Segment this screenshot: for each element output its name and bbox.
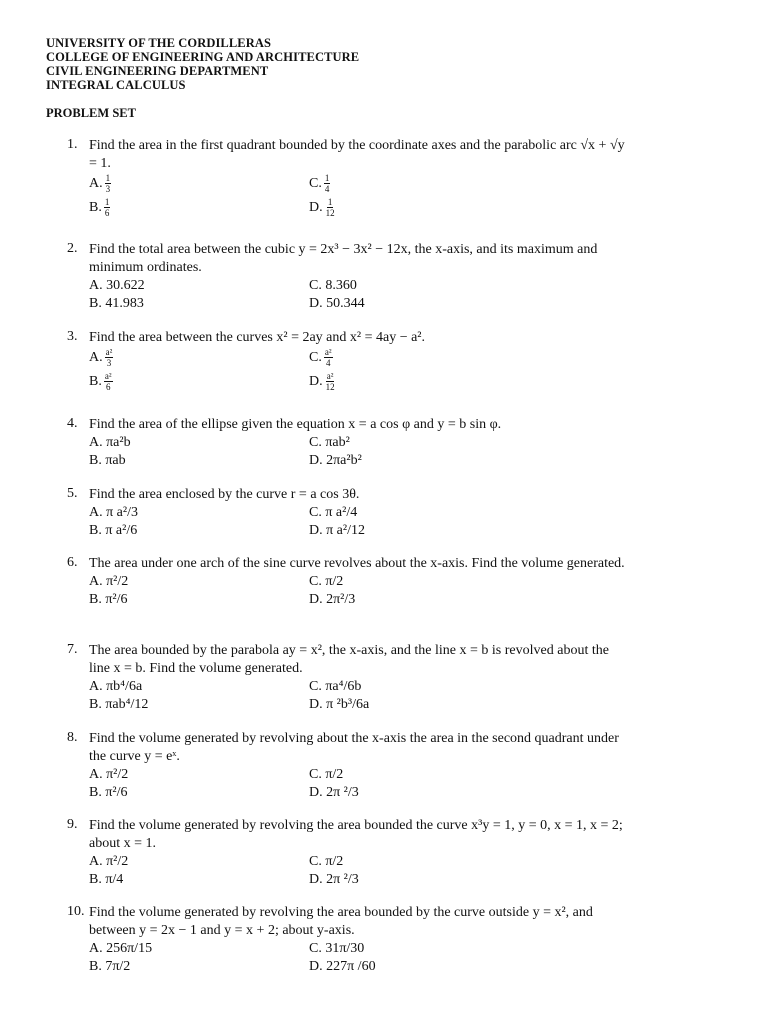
choice-d: D. $\frac{\text{a²}}{12}$ (309, 371, 335, 392)
choice-c: C. πa⁴/6b (309, 679, 362, 694)
choice-b: B. πab⁴/12 (89, 697, 149, 712)
choice-b: B. $\frac{1}{6}$ (89, 197, 110, 218)
problem-text: The area under one arch of the sine curve revolves about the x-axis. Find the volume generated. (89, 556, 625, 571)
problem-text: The area bounded by the parabola ay = x², the x-axis, and the line x = b is revolved about the line x = b. Find the volume generated. (89, 643, 609, 676)
choice-a: A. $\frac{\text{a²}}{3}$ (89, 347, 113, 368)
choice-c: C. π/2 (309, 854, 344, 869)
problem-text: Find the total area between the cubic y = 2x³ − 3x² − 12x, the x-axis, and its maximum and minimum ordinates. (89, 242, 598, 275)
choice-a: A. 30.622 (89, 278, 145, 293)
choice-c: C. π/2 (309, 767, 344, 782)
choice-b: B. π²/6 (89, 785, 128, 800)
choice-c: C. π/2 (309, 574, 344, 589)
problem-4 (67, 416, 627, 470)
header-department: CIVIL ENGINEERING DEPARTMENT (46, 64, 269, 78)
choice-d: D. 2π ²/3 (309, 785, 359, 800)
choice-a: A. 256π/15 (89, 941, 153, 956)
problem-number: 5. (67, 486, 78, 501)
problem-10 (67, 904, 627, 976)
choice-d: D. π ²b³/6a (309, 697, 370, 712)
choice-b: B. π²/6 (89, 592, 128, 607)
problem-2 (67, 241, 627, 313)
problem-text: Find the volume generated by revolving the area bounded the curve x³y = 1, y = 0, x = 1, x = 2; about x = 1. (89, 818, 623, 851)
choice-d: D. 50.344 (309, 296, 365, 311)
problem-text: Find the volume generated by revolving about the x-axis the area in the second quadrant under the curve y = eˣ. (89, 731, 619, 764)
choice-c: C. 31π/30 (309, 941, 365, 956)
problem-number: 10. (67, 904, 85, 919)
problem-text: Find the volume generated by revolving the area bounded by the curve outside y = x², and between y = 2x − 1 and y = x + 2; about y-axis. (89, 905, 593, 938)
problem-number: 9. (67, 817, 78, 832)
problem-text: Find the area of the ellipse given the equation x = a cos φ and y = b sin φ. (89, 417, 502, 432)
choice-list (89, 940, 627, 976)
choice-a: A. πb⁴/6a (89, 679, 143, 694)
problem-number: 7. (67, 642, 78, 657)
choice-d: D. 2π²/3 (309, 592, 356, 607)
choice-list (89, 434, 627, 470)
choice-b: B. π/4 (89, 872, 124, 887)
problem-number: 4. (67, 416, 78, 431)
choice-list (89, 277, 627, 313)
choice-b: B. 41.983 (89, 296, 144, 311)
choice-a: A. π²/2 (89, 767, 129, 782)
choice-c: C. 8.360 (309, 278, 357, 293)
problem-set-title: PROBLEM SET (46, 106, 136, 120)
choice-list (89, 573, 627, 609)
choice-b: B. π a²/6 (89, 523, 138, 538)
choice-c: C. πab² (309, 435, 350, 450)
problem-9 (67, 817, 627, 889)
header-course: INTEGRAL CALCULUS (46, 78, 186, 92)
choice-d: D. 2πa²b² (309, 453, 362, 468)
choice-list (89, 853, 627, 889)
problem-7 (67, 642, 627, 714)
problem-1 (67, 137, 627, 221)
choice-d: D. 2π ²/3 (309, 872, 359, 887)
choice-list (89, 504, 627, 540)
problem-number: 1. (67, 137, 78, 152)
choice-c: C. $\frac{\text{a²}}{4}$ (309, 347, 332, 368)
problem-8 (67, 730, 627, 802)
choice-d: D. π a²/12 (309, 523, 365, 538)
document-header (46, 36, 359, 92)
choice-a: A. πa²b (89, 435, 131, 450)
choice-list (89, 173, 627, 221)
choice-list (89, 347, 627, 395)
problem-6 (67, 555, 627, 609)
problem-5 (67, 486, 627, 540)
problem-3 (67, 329, 627, 395)
choice-b: B. πab (89, 453, 126, 468)
choice-d: D. $\frac{1}{12}$ (309, 197, 335, 218)
problem-number: 2. (67, 241, 78, 256)
problem-text: Find the area enclosed by the curve r = a cos 3θ. (89, 487, 360, 502)
choice-list (89, 678, 627, 714)
choice-a: A. π²/2 (89, 574, 129, 589)
problem-number: 8. (67, 730, 78, 745)
problem-number: 3. (67, 329, 78, 344)
choice-b: B. 7π/2 (89, 959, 131, 974)
choice-b: B. $\frac{\text{a²}}{6}$ (89, 371, 112, 392)
header-college: COLLEGE OF ENGINEERING AND ARCHITECTURE (46, 50, 360, 64)
problem-text: Find the area in the first quadrant bounded by the coordinate axes and the parabolic arc √x + √y = 1. (89, 138, 625, 171)
problem-text: Find the area between the curves x² = 2ay and x² = 4ay − a². (89, 330, 425, 345)
choice-d: D. 227π /60 (309, 959, 376, 974)
choice-c: C. π a²/4 (309, 505, 358, 520)
problem-number: 6. (67, 555, 78, 570)
choice-list (89, 766, 627, 802)
choice-a: A. π a²/3 (89, 505, 138, 520)
choice-a: A. $\frac{1}{3}$ (89, 173, 111, 194)
choice-c: C. $\frac{1}{4}$ (309, 173, 330, 194)
header-university: UNIVERSITY OF THE CORDILLERAS (46, 36, 272, 50)
choice-a: A. π²/2 (89, 854, 129, 869)
